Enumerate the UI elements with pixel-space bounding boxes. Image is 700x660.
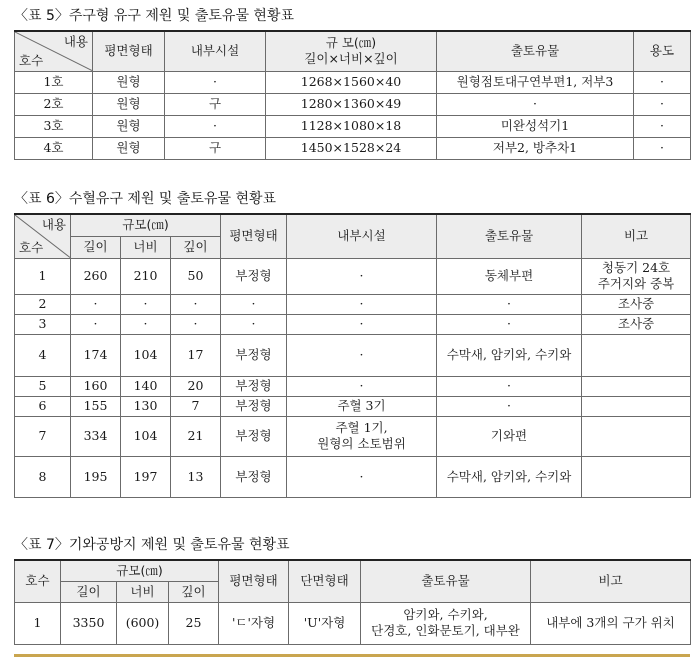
table6-cell: 160 (71, 376, 121, 396)
table6-cell: 7 (171, 396, 221, 416)
table5-cell: · (165, 71, 266, 93)
table5-cell: 4호 (15, 137, 93, 159)
table5-cell: 1280×1360×49 (266, 93, 437, 115)
table6-cell: 기와편 (437, 416, 582, 456)
table6-cell: 155 (71, 396, 121, 416)
table-row (15, 602, 691, 644)
table6-cell: 6 (15, 396, 71, 416)
table-row (15, 294, 691, 314)
table5-cell: · (634, 71, 691, 93)
table6-cell: 조사중 (582, 294, 691, 314)
table7-header-depth: 깊이 (169, 581, 219, 602)
table7-header-artifacts: 출토유물 (361, 560, 531, 602)
table6-cell: 부정형 (221, 334, 287, 376)
table6-cell (582, 376, 691, 396)
table6-cell: · (287, 334, 437, 376)
table-row (15, 71, 691, 93)
table5-cell: · (165, 115, 266, 137)
table6-cell: 주혈 1기, 원형의 소토범위 (287, 416, 437, 456)
table6-header-remarks: 비고 (582, 214, 691, 258)
table7-header-width: 너비 (117, 581, 169, 602)
table7-header-section-shape: 단면형태 (289, 560, 361, 602)
table6-cell: 104 (121, 334, 171, 376)
table5-cell: 원형점토대구연부편1, 저부3 (437, 71, 634, 93)
table5-cell: · (437, 93, 634, 115)
table6-cell: 부정형 (221, 396, 287, 416)
table-row (15, 258, 691, 294)
table6-cell: · (287, 294, 437, 314)
table6-cell: · (437, 314, 582, 334)
table6-cell: 주혈 3기 (287, 396, 437, 416)
table6-cell: 20 (171, 376, 221, 396)
table7-cell: 1 (15, 602, 61, 644)
table6-cell: 5 (15, 376, 71, 396)
table7-header-length: 길이 (61, 581, 117, 602)
table6-cell: 8 (15, 456, 71, 497)
table5-cell: 1268×1560×40 (266, 71, 437, 93)
table7-cell: 암키와, 수키와, 단경호, 인화문토기, 대부완 (361, 602, 531, 644)
table5-cell: 원형 (93, 137, 165, 159)
table5-corner-top: 내용 (63, 34, 88, 49)
table-row (15, 376, 691, 396)
table6-cell: · (287, 314, 437, 334)
table7-cell: 'U'자형 (289, 602, 361, 644)
table6-cell: 260 (71, 258, 121, 294)
table6-cell: · (71, 294, 121, 314)
table6-header-shape: 평면형태 (221, 214, 287, 258)
table6-cell: 부정형 (221, 376, 287, 396)
table6-cell: 174 (71, 334, 121, 376)
table5-cell: 1128×1080×18 (266, 115, 437, 137)
table6-cell: · (437, 396, 582, 416)
table5-header-size-dims: 길이×너비×깊이 (304, 51, 398, 67)
table6-caption: 〈표 6〉수혈유구 제원 및 출토유물 현황표 (14, 191, 277, 207)
table6-cell (582, 396, 691, 416)
table5-cell: 원형 (93, 93, 165, 115)
table5-header-facility: 내부시설 (165, 31, 266, 71)
table5-header-size-title: 규 모(㎝) (325, 35, 377, 51)
table5-cell: 2호 (15, 93, 93, 115)
table-row (15, 456, 691, 497)
table6-cell: 3 (15, 314, 71, 334)
table6-header-artifacts: 출토유물 (437, 214, 582, 258)
table6-cell: 17 (171, 334, 221, 376)
table6-cell: · (221, 314, 287, 334)
table6-cell: 청동기 24호 주거지와 중복 (582, 258, 691, 294)
table5-header-artifacts: 출토유물 (437, 31, 634, 71)
table5-corner-bottom: 호수 (19, 52, 44, 68)
table6-cell: 334 (71, 416, 121, 456)
table6-header-length: 길이 (71, 236, 121, 258)
table6-cell: 동체부편 (437, 258, 582, 294)
table6-cell: 부정형 (221, 258, 287, 294)
table7-cell: 3350 (61, 602, 117, 644)
table7-cell: 'ㄷ'자형 (219, 602, 289, 644)
table6-cell: 2 (15, 294, 71, 314)
table6-cell: 21 (171, 416, 221, 456)
table-row (15, 137, 691, 159)
table6-cell: 195 (71, 456, 121, 497)
table6-corner-bottom: 호수 (19, 239, 44, 255)
page-bottom-rule (14, 654, 690, 657)
table-row (15, 416, 691, 456)
table5-cell: · (634, 137, 691, 159)
table7-header-plan-shape: 평면형태 (219, 560, 289, 602)
table6-cell: · (287, 258, 437, 294)
table6 (14, 213, 691, 498)
table6-cell: 부정형 (221, 456, 287, 497)
table6-header-facility: 내부시설 (287, 214, 437, 258)
table7-cell: 내부에 3개의 구가 위치 (531, 602, 691, 644)
table7-header-number: 호수 (15, 560, 61, 602)
table6-cell: 197 (121, 456, 171, 497)
table6-cell: 수막새, 암키와, 수키와 (437, 334, 582, 376)
table6-cell: 210 (121, 258, 171, 294)
table6-cell: 1 (15, 258, 71, 294)
table5-cell: 미완성석기1 (437, 115, 634, 137)
table5-header-shape: 평면형태 (93, 31, 165, 71)
table7-caption: 〈표 7〉기와공방지 제원 및 출토유물 현황표 (14, 537, 290, 553)
table5-cell: 원형 (93, 71, 165, 93)
table-row (15, 93, 691, 115)
table6-cell (582, 334, 691, 376)
table5-cell: 저부2, 방추차1 (437, 137, 634, 159)
table-row (15, 314, 691, 334)
table6-header-width: 너비 (121, 236, 171, 258)
table5-caption: 〈표 5〉주구형 유구 제원 및 출토유물 현황표 (14, 8, 294, 24)
table5-cell: · (634, 93, 691, 115)
table6-cell: · (121, 314, 171, 334)
table6-cell: 50 (171, 258, 221, 294)
table6-header-depth: 깊이 (171, 236, 221, 258)
table6-cell (582, 416, 691, 456)
table5-cell: 1호 (15, 71, 93, 93)
table6-cell: 4 (15, 334, 71, 376)
table6-corner-top: 내용 (41, 217, 66, 232)
table6-cell: · (437, 376, 582, 396)
table-row (15, 334, 691, 376)
table6-cell: · (171, 294, 221, 314)
table7-cell: (600) (117, 602, 169, 644)
table6-cell: 부정형 (221, 416, 287, 456)
table6-cell: 13 (171, 456, 221, 497)
table7 (14, 559, 691, 645)
table6-cell: · (287, 376, 437, 396)
table6-cell: 140 (121, 376, 171, 396)
table6-header-size: 규모(㎝) (71, 214, 221, 236)
table6-cell: · (171, 314, 221, 334)
table6-cell: 조사중 (582, 314, 691, 334)
table-row (15, 115, 691, 137)
table6-cell: 130 (121, 396, 171, 416)
table7-cell: 25 (169, 602, 219, 644)
table5-cell: 원형 (93, 115, 165, 137)
table5-cell: 구 (165, 137, 266, 159)
table5-cell: 1450×1528×24 (266, 137, 437, 159)
table5-cell: · (634, 115, 691, 137)
table6-cell (582, 456, 691, 497)
table6-cell: 수막새, 암키와, 수키와 (437, 456, 582, 497)
table6-cell: 7 (15, 416, 71, 456)
table5-cell: 3호 (15, 115, 93, 137)
table5-header-use: 용도 (634, 31, 691, 71)
table6-cell: · (287, 456, 437, 497)
table6-corner-cell (15, 214, 71, 258)
table5-header-size (266, 31, 437, 71)
table7-header-size: 규모(㎝) (61, 560, 219, 581)
table6-cell: · (437, 294, 582, 314)
table5-corner-cell (15, 31, 93, 71)
table6-cell: · (71, 314, 121, 334)
table6-cell: 104 (121, 416, 171, 456)
table-row (15, 396, 691, 416)
table6-cell: · (221, 294, 287, 314)
table6-cell: · (121, 294, 171, 314)
table5-cell: 구 (165, 93, 266, 115)
table5 (14, 30, 691, 160)
table7-header-remarks: 비고 (531, 560, 691, 602)
